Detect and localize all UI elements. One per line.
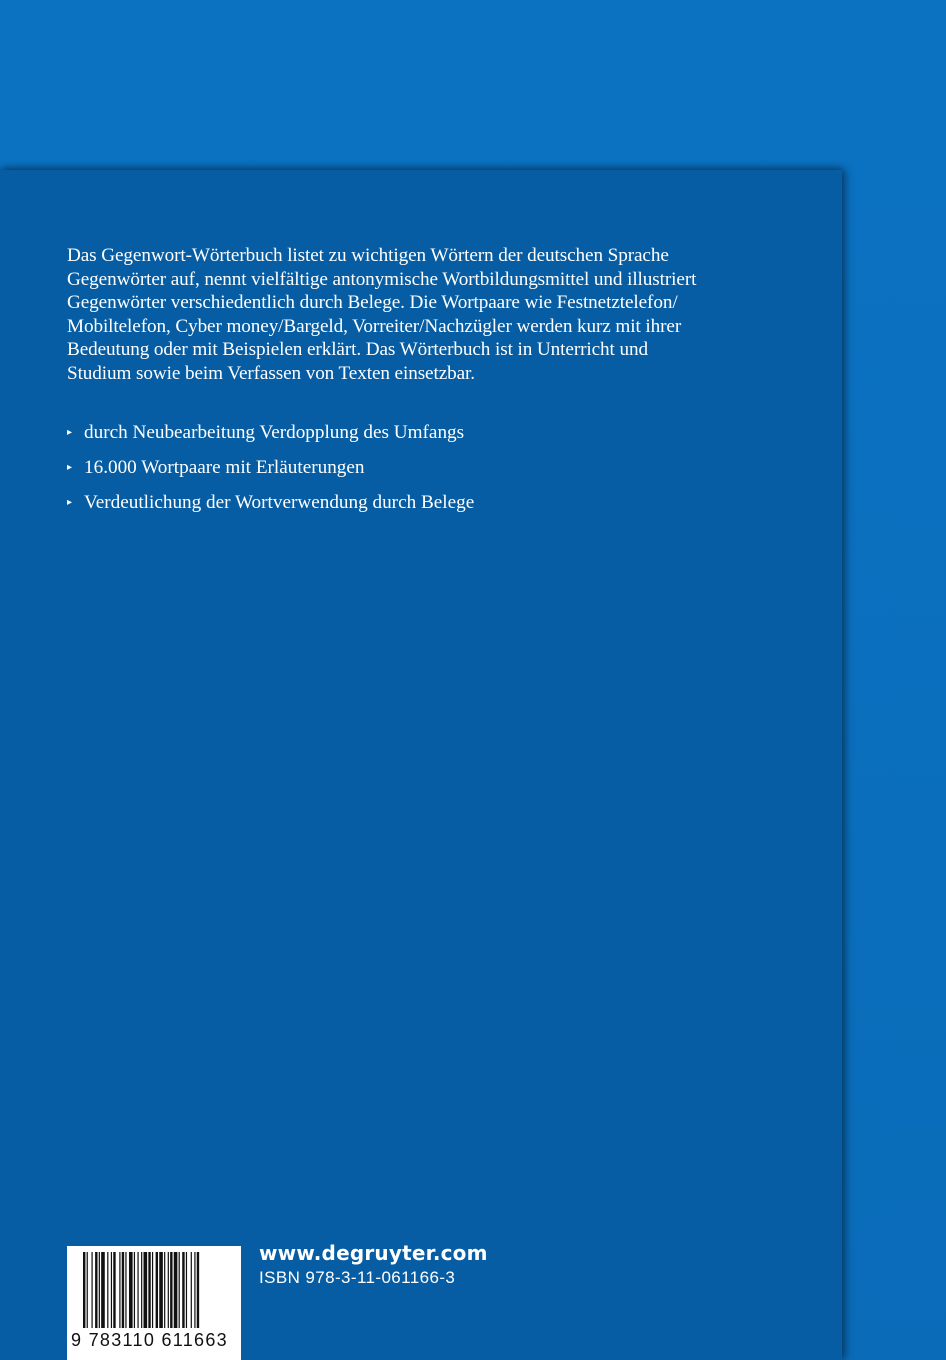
feature-text: durch Neubearbeitung Verdopplung des Umfangs — [84, 422, 465, 443]
feature-text: Verdeutlichung der Wortverwendung durch Belege — [84, 492, 475, 513]
isbn-barcode — [67, 1246, 241, 1360]
feature-item — [67, 491, 474, 526]
isbn-number: ISBN 978-3-11-061166-3 — [259, 1268, 456, 1287]
feature-item — [67, 456, 474, 491]
publisher-website[interactable]: www.degruyter.com — [259, 1241, 488, 1265]
feature-list — [67, 421, 474, 526]
description-line-4: Mobiltelefon, Cyber money/Bargeld, Vorreiter/Nachzügler werden kurz mit ihrer — [67, 315, 682, 337]
barcode-bars-icon — [67, 1246, 241, 1330]
bullet-triangle-icon: ▸ — [67, 462, 73, 473]
bullet-triangle-icon: ▸ — [67, 497, 73, 508]
feature-text: 16.000 Wortpaare mit Erläuterungen — [84, 457, 365, 478]
description-line-2: Gegenwörter auf, nennt vielfältige antonymische Wortbildungsmittel und illustriert — [67, 268, 697, 290]
book-description — [67, 244, 787, 386]
description-line-6: Studium sowie beim Verfassen von Texten einsetzbar. — [67, 362, 475, 384]
feature-item — [67, 421, 474, 456]
description-line-3: Gegenwörter verschiedentlich durch Belege. Die Wortpaare wie Festnetztelefon/ — [67, 292, 678, 314]
bullet-triangle-icon: ▸ — [67, 427, 73, 438]
description-line-1: Das Gegenwort-Wörterbuch listet zu wichtigen Wörtern der deutschen Sprache — [67, 245, 669, 266]
description-line-5: Bedeutung oder mit Beispielen erklärt. Das Wörterbuch ist in Unterricht und — [67, 339, 648, 361]
barcode-digits: 9 783110 611663 — [71, 1330, 228, 1350]
